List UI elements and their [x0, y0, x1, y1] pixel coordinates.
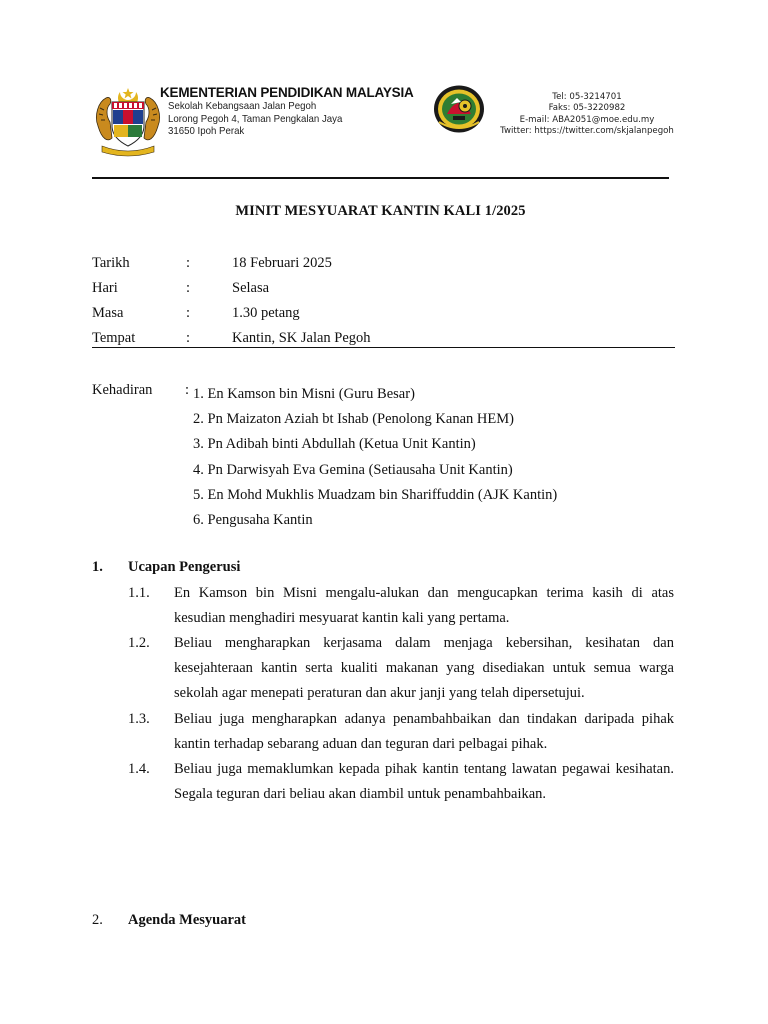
- item-number: 1.2.: [128, 635, 150, 651]
- meta-colon: :: [186, 255, 191, 271]
- attendance-list: [193, 382, 557, 533]
- item-text: En Kamson bin Misni mengalu-alukan dan mengucapkan terima kasih di atas kesudian menghadiri mesyuarat kantin kali yang pertama.: [174, 585, 674, 626]
- item-number: 1.4.: [128, 761, 150, 777]
- meta-label: Masa: [92, 305, 124, 321]
- section-number: 2.: [92, 912, 103, 928]
- meta-value: 1.30 petang: [232, 305, 300, 321]
- meta-row-day: [92, 280, 675, 305]
- meta-label: Tempat: [92, 330, 136, 346]
- section-number: 1.: [92, 559, 103, 575]
- ministry-name: KEMENTERIAN PENDIDIKAN MALAYSIA: [160, 85, 414, 100]
- meta-label: Hari: [92, 280, 118, 296]
- item-number: 1.1.: [128, 585, 150, 601]
- attendance-label: Kehadiran: [92, 382, 153, 398]
- fax-text: Faks: 05-3220982: [548, 103, 626, 114]
- document-title: MINIT MESYUARAT KANTIN KALI 1/2025: [235, 203, 526, 219]
- item-number: 1.3.: [128, 711, 150, 727]
- meta-row-date: [92, 255, 675, 280]
- attendee-item: 4. Pn Darwisyah Eva Gemina (Setiausaha Unit Kantin): [193, 461, 513, 478]
- school-address-block: [168, 100, 342, 138]
- email-text: E-mail: ABA2051@moe.edu.my: [519, 114, 655, 125]
- malaysia-coat-of-arms-logo: [92, 86, 164, 158]
- meta-row-venue: [92, 330, 675, 355]
- item-text: Beliau mengharapkan kerjasama dalam menjaga kebersihan, kesihatan dan kesejahteraan kantin serta kualiti makanan yang disediakan untuk semua warga sekolah agar menepati peraturan dan akur janji yang telah dipersetujui.: [174, 635, 674, 701]
- letterhead-divider: [92, 177, 669, 179]
- meta-row-time: [92, 305, 675, 330]
- twitter-text: Twitter: https://twitter.com/skjalanpegoh: [500, 126, 674, 137]
- address-line-1: Lorong Pegoh 4, Taman Pengkalan Jaya: [168, 112, 343, 125]
- school-name: Sekolah Kebangsaan Jalan Pegoh: [168, 100, 317, 112]
- meta-value: Selasa: [232, 280, 270, 296]
- section-title: Ucapan Pengerusi: [128, 559, 241, 575]
- attendance-colon: :: [185, 382, 190, 398]
- meta-colon: :: [186, 280, 191, 296]
- contact-block: [494, 92, 680, 138]
- item-text: Beliau juga memaklumkan kepada pihak kantin tentang lawatan pegawai kesihatan. Segala teguran dari beliau akan diambil untuk penambahbaikan.: [174, 761, 674, 802]
- meta-label: Tarikh: [92, 255, 130, 271]
- meta-divider: [92, 347, 675, 348]
- tel-text: Tel: 05-3214701: [552, 92, 622, 102]
- attendee-item: 5. En Mohd Mukhlis Muadzam bin Shariffuddin (AJK Kantin): [193, 486, 558, 503]
- address-line-2: 31650 Ipoh Perak: [168, 125, 245, 137]
- school-logo: [433, 84, 485, 134]
- attendee-item: 6. Pengusaha Kantin: [193, 512, 313, 529]
- attendee-item: 2. Pn Maizaton Aziah bt Ishab (Penolong Kanan HEM): [193, 411, 514, 428]
- attendee-item: 3. Pn Adibah binti Abdullah (Ketua Unit Kantin): [193, 436, 476, 453]
- meta-colon: :: [186, 330, 191, 346]
- section-title: Agenda Mesyuarat: [128, 912, 247, 928]
- attendee-item: 1. En Kamson bin Misni (Guru Besar): [193, 386, 415, 402]
- meta-value: Kantin, SK Jalan Pegoh: [232, 330, 371, 346]
- meta-colon: :: [186, 305, 191, 321]
- meta-value: 18 Februari 2025: [232, 255, 332, 271]
- item-text: Beliau juga mengharapkan adanya penambahbaikan dan tindakan daripada pihak kantin terhadap sebarang aduan dan teguran dari pelbagai pihak.: [174, 711, 674, 752]
